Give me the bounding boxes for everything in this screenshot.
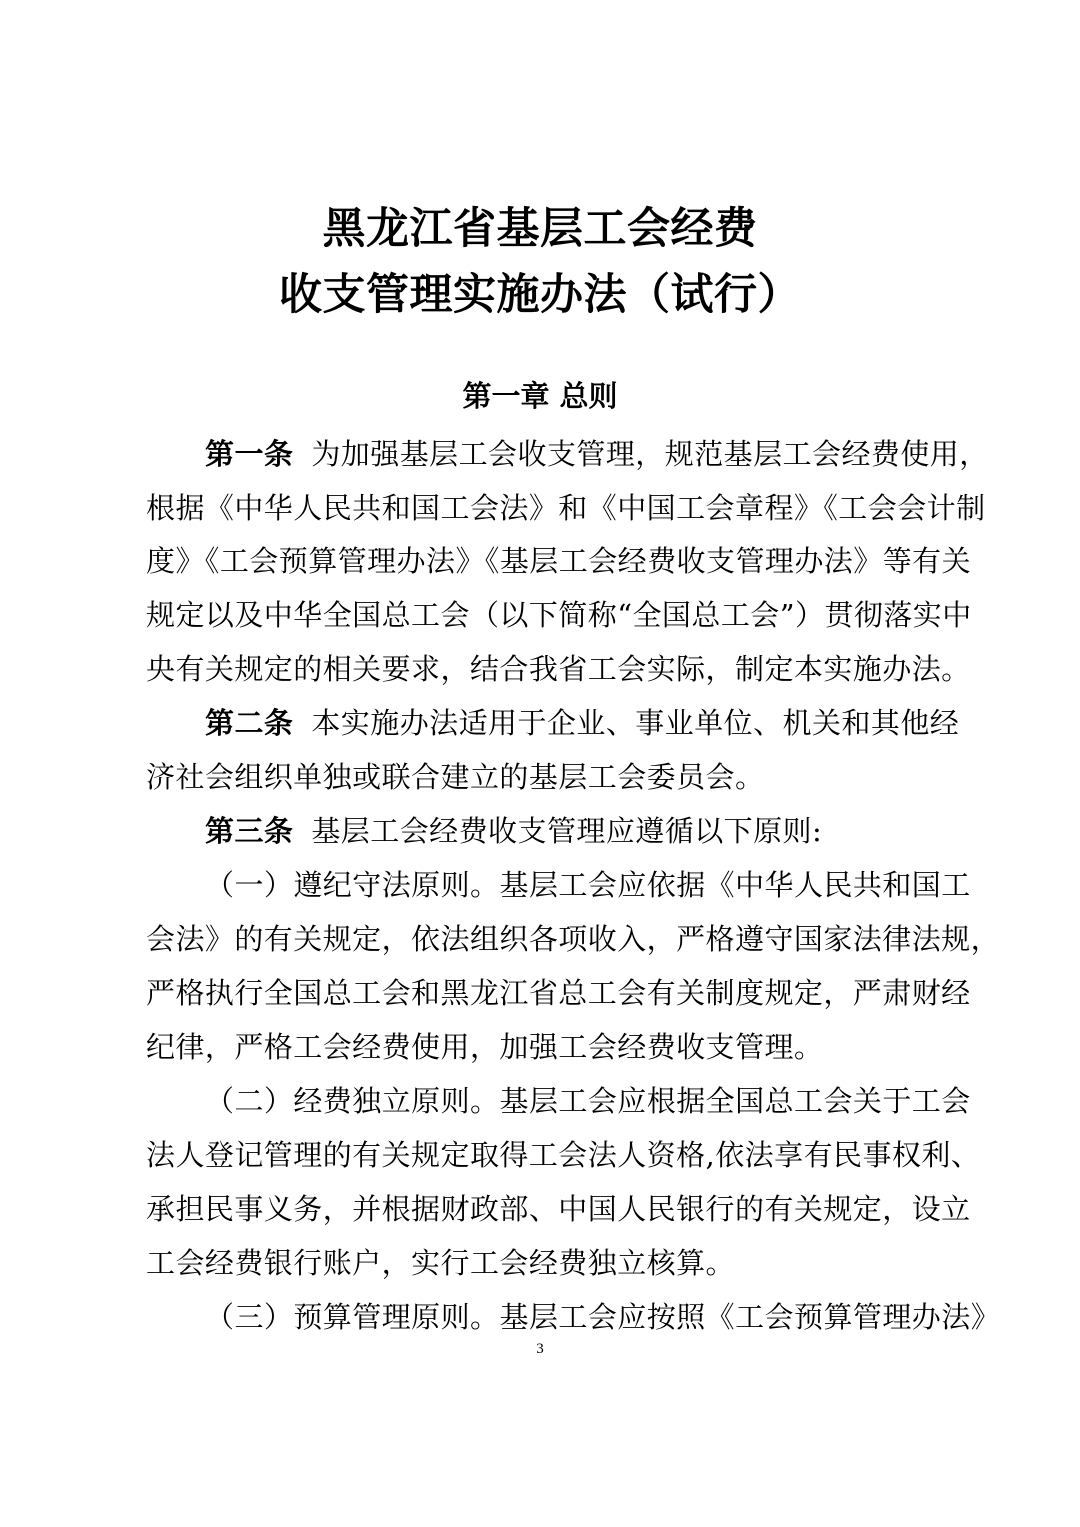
article-2-line-2: 济社会组织单独或联合建立的基层工会委员会。 — [146, 760, 765, 794]
principle-2-line-2: 法人登记管理的有关规定取得工会法人资格,依法享有民事权利、 — [146, 1138, 981, 1172]
principle-1-line-2: 会法》的有关规定，依法组织各项收入，严格遵守国家法律法规， — [146, 922, 1001, 956]
principle-3-line-1: （三）预算管理原则。基层工会应按照《工会预算管理办法》 — [205, 1300, 1001, 1334]
article-2-text: 本实施办法适用于企业、事业单位、机关和其他经 — [311, 706, 960, 740]
article-1-line-2: 根据《中华人民共和国工会法》和《中国工会章程》《工会会计制 — [146, 491, 986, 525]
article-3-label: 第三条 — [205, 814, 294, 848]
principle-2-line-4: 工会经费银行账户，实行工会经费独立核算。 — [146, 1246, 736, 1280]
principle-1-line-3: 严格执行全国总工会和黑龙江省总工会有关制度规定，严肃财经 — [146, 976, 971, 1010]
article-1-label: 第一条 — [205, 437, 294, 471]
principle-1-line-1: （一）遵纪守法原则。基层工会应依据《中华人民共和国工 — [205, 868, 971, 902]
article-2-line-1 — [205, 706, 960, 740]
chapter-heading: 第一章 总则 — [462, 379, 618, 413]
page-number: 3 — [536, 1341, 544, 1357]
article-3-text: 基层工会经费收支管理应遵循以下原则: — [311, 814, 823, 848]
principle-2-line-1: （二）经费独立原则。基层工会应根据全国总工会关于工会 — [205, 1084, 971, 1118]
article-2-label: 第二条 — [205, 706, 294, 740]
principle-2-line-3: 承担民事义务，并根据财政部、中国人民银行的有关规定，设立 — [146, 1192, 971, 1226]
document-title-line-2: 收支管理实施办法（试行） — [279, 270, 801, 320]
principle-1-line-4: 纪律，严格工会经费使用，加强工会经费收支管理。 — [146, 1030, 824, 1064]
article-1-line-1 — [205, 437, 989, 471]
article-3-line-1 — [205, 814, 1005, 848]
article-1-line-5: 央有关规定的相关要求，结合我省工会实际，制定本实施办法。 — [146, 652, 971, 686]
article-1-line-3: 度》《工会预算管理办法》《基层工会经费收支管理办法》等有关 — [146, 544, 972, 578]
article-1-text: 为加强基层工会收支管理，规范基层工会经费使用， — [311, 437, 989, 471]
article-1-line-4: 规定以及中华全国总工会（以下简称“全国总工会”）贯彻落实中 — [146, 598, 972, 632]
document-title-line-1: 黑龙江省基层工会经费 — [322, 204, 758, 254]
